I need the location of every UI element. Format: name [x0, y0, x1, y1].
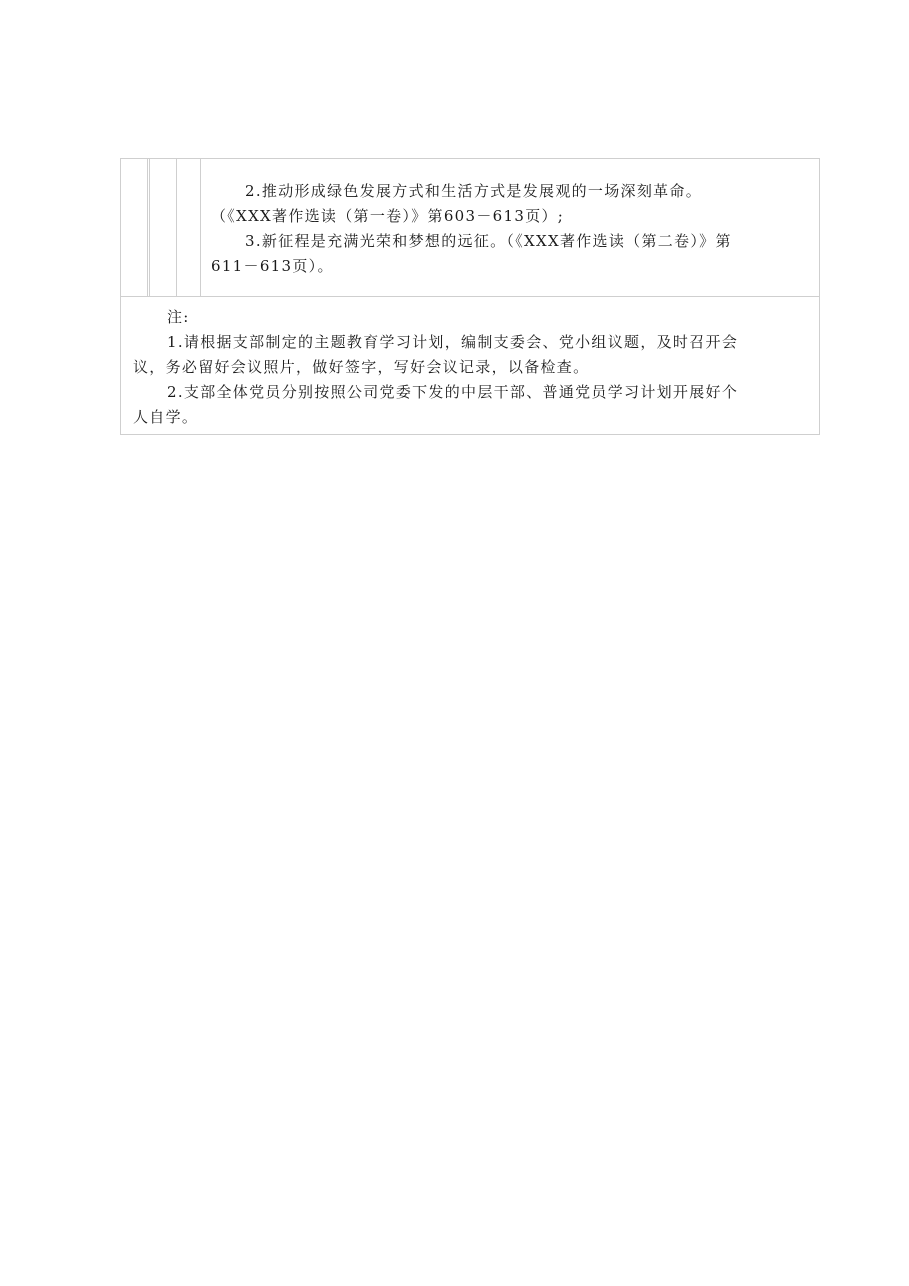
note-1-line2: 议，务必留好会议照片，做好签字，写好会议记录，以备检查。: [133, 358, 590, 376]
study-content-cell: [201, 159, 819, 296]
empty-cell-topic: [177, 159, 201, 296]
note-2-line2: 人自学。: [133, 408, 199, 426]
study-item-2-line1: 2.推动形成绿色发展方式和生活方式是发展观的一场深刻革命。: [245, 182, 703, 200]
study-item-2-line2: （《XXX著作选读（第一卷）》第603－613页）;: [211, 207, 565, 225]
empty-cell-date: [121, 159, 148, 296]
document-table: [120, 158, 820, 435]
empty-cell-form: [150, 159, 177, 296]
notes-row: [121, 297, 819, 434]
note-1-line1: 1.请根据支部制定的主题教育学习计划，编制支委会、党小组议题，及时召开会: [167, 333, 739, 351]
study-item-3-line1: 3.新征程是充满光荣和梦想的远征。（《XXX著作选读（第二卷）》第: [245, 232, 732, 250]
note-2-line1: 2.支部全体党员分别按照公司党委下发的中层干部、普通党员学习计划开展好个: [167, 383, 739, 401]
study-item-3-line2: 611－613页）。: [211, 257, 334, 275]
notes-heading: 注:: [167, 308, 190, 326]
study-content-row: [121, 159, 819, 297]
